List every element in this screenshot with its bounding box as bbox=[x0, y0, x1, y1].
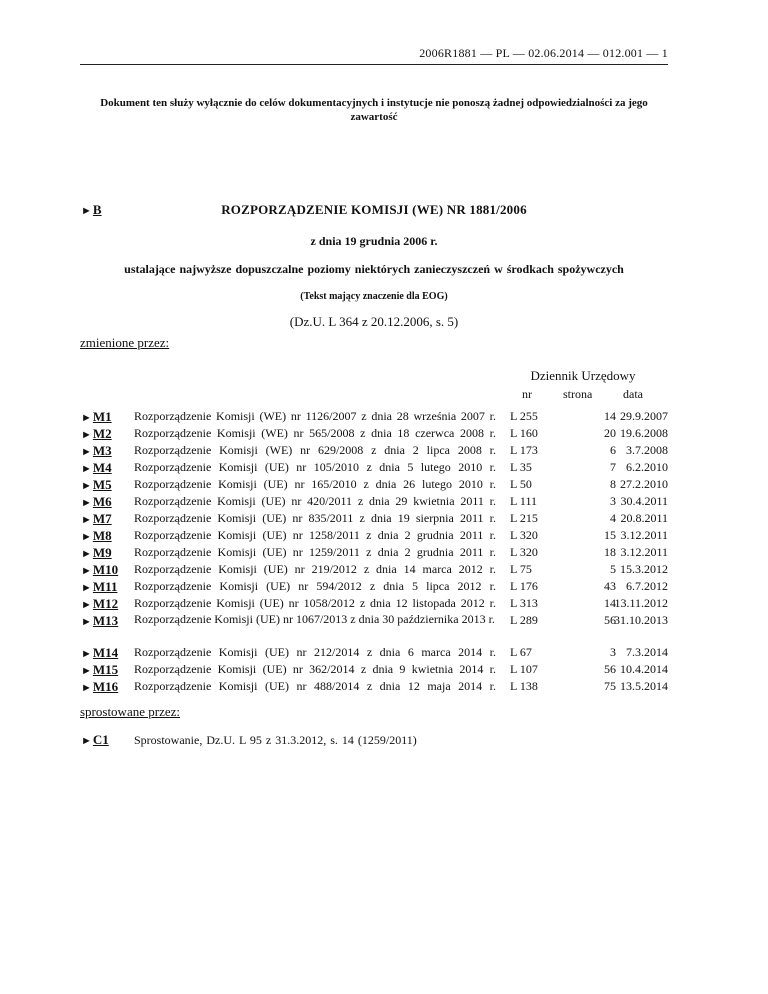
amendment-oj-number: L 67 bbox=[510, 645, 532, 659]
amendment-description: Rozporządzenie Komisji (UE) nr 1058/2012 z dnia 12 listopada 2012 r. bbox=[134, 596, 496, 610]
amendment-page: 3 bbox=[610, 494, 616, 508]
amendment-marker[interactable]: ►M16 bbox=[81, 679, 119, 694]
amendment-marker[interactable]: ►M1 bbox=[81, 409, 112, 424]
amendment-description: Rozporządzenie Komisji (UE) nr 835/2011 z dnia 19 sierpnia 2011 r. bbox=[134, 511, 496, 525]
amendment-marker[interactable]: ►M4 bbox=[81, 460, 112, 475]
amendment-date: 7.3.2014 bbox=[626, 645, 668, 659]
amendment-description: Rozporządzenie Komisji (UE) nr 165/2010 z dnia 26 lutego 2010 r. bbox=[134, 477, 496, 491]
arrow-right-icon: ► bbox=[81, 480, 92, 492]
amendment-marker[interactable]: ►M9 bbox=[81, 545, 112, 560]
amendment-page: 15 bbox=[604, 528, 616, 542]
amendment-oj-number: L 289 bbox=[510, 613, 538, 627]
amendment-marker[interactable]: ►M14 bbox=[81, 645, 119, 660]
amendment-date: 13.11.2012 bbox=[614, 596, 668, 610]
amendment-oj-number: L 320 bbox=[510, 545, 538, 559]
arrow-right-icon: ► bbox=[81, 548, 92, 560]
corrigendum-marker[interactable]: ►C1 bbox=[81, 732, 109, 747]
amendment-marker[interactable]: ►M6 bbox=[81, 494, 112, 509]
amendment-description: Rozporządzenie Komisji (UE) nr 1259/2011 z dnia 2 grudnia 2011 r. bbox=[134, 545, 496, 559]
amendment-page: 56 bbox=[604, 662, 616, 676]
arrow-right-icon: ► bbox=[81, 582, 92, 594]
amendment-marker[interactable]: ►M10 bbox=[81, 562, 119, 577]
amendment-date: 6.2.2010 bbox=[626, 460, 668, 474]
amendment-page: 14 bbox=[604, 409, 616, 423]
amendment-date: 13.5.2014 bbox=[620, 679, 668, 693]
amendment-description: Rozporządzenie Komisji (UE) nr 488/2014 z dnia 12 maja 2014 r. bbox=[134, 679, 496, 693]
amendment-page: 20 bbox=[604, 426, 616, 440]
amendment-oj-number: L 215 bbox=[510, 511, 538, 525]
table-row bbox=[80, 561, 668, 578]
table-row bbox=[80, 544, 668, 561]
table-row bbox=[80, 510, 668, 527]
eea-relevance-note: (Tekst mający znaczenie dla EOG) bbox=[300, 291, 448, 302]
table-row bbox=[80, 527, 668, 544]
amendment-oj-number: L 138 bbox=[510, 679, 538, 693]
amendment-date: 3.12.2011 bbox=[620, 528, 668, 542]
arrow-right-icon: ► bbox=[81, 531, 92, 543]
amendment-date: 29.9.2007 bbox=[620, 409, 668, 423]
amendment-description: Rozporządzenie Komisji (UE) nr 219/2012 z dnia 14 marca 2012 r. bbox=[134, 562, 496, 576]
amendment-page: 43 bbox=[604, 579, 616, 593]
amendment-oj-number: L 75 bbox=[510, 562, 532, 576]
amendment-marker[interactable]: ►M12 bbox=[81, 596, 119, 611]
column-header-nr: nr bbox=[522, 387, 532, 401]
table-row bbox=[80, 408, 668, 425]
table-row bbox=[80, 595, 668, 612]
amendment-oj-number: L 255 bbox=[510, 409, 538, 423]
amendment-page: 4 bbox=[610, 511, 616, 525]
amendment-description: Rozporządzenie Komisji (UE) nr 362/2014 z dnia 9 kwietnia 2014 r. bbox=[134, 662, 496, 676]
table-row bbox=[80, 578, 668, 595]
amendment-marker[interactable]: ►M7 bbox=[81, 511, 112, 526]
journal-header: Dziennik Urzędowy bbox=[530, 368, 636, 383]
amendment-date: 3.12.2011 bbox=[620, 545, 668, 559]
amendments-table bbox=[80, 408, 668, 695]
arrow-right-icon: ► bbox=[81, 412, 92, 424]
amendment-page: 56 bbox=[604, 613, 616, 627]
amendment-page: 8 bbox=[610, 477, 616, 491]
amendment-description: Rozporządzenie Komisji (UE) nr 1067/2013 z dnia 30 października 2013 r. bbox=[134, 612, 495, 626]
official-journal-reference: (Dz.U. L 364 z 20.12.2006, s. 5) bbox=[289, 314, 459, 329]
amendment-marker[interactable]: ►M3 bbox=[81, 443, 112, 458]
amended-by-label: zmienione przez: bbox=[80, 335, 170, 350]
amendment-date: 3.7.2008 bbox=[626, 443, 668, 457]
amendment-oj-number: L 176 bbox=[510, 579, 538, 593]
table-row bbox=[80, 678, 668, 695]
amendment-description: Rozporządzenie Komisji (WE) nr 565/2008 z dnia 18 czerwca 2008 r. bbox=[134, 426, 496, 440]
document-reference: 2006R1881 — PL — 02.06.2014 — 012.001 — 1 bbox=[419, 46, 668, 60]
amendment-oj-number: L 173 bbox=[510, 443, 538, 457]
amendment-date: 6.7.2012 bbox=[626, 579, 668, 593]
arrow-right-icon: ► bbox=[81, 599, 92, 611]
amendment-description: Rozporządzenie Komisji (UE) nr 420/2011 z dnia 29 kwietnia 2011 r. bbox=[134, 494, 496, 508]
amendment-page: 3 bbox=[610, 645, 616, 659]
amendment-page: 6 bbox=[610, 443, 616, 457]
arrow-right-icon: ► bbox=[81, 565, 92, 577]
table-row bbox=[80, 425, 668, 442]
corrigendum-description: Sprostowanie, Dz.U. L 95 z 31.3.2012, s. 14 (1259/2011) bbox=[134, 733, 417, 747]
arrow-right-icon: ► bbox=[81, 735, 92, 747]
table-row bbox=[80, 442, 668, 459]
amendment-date: 20.8.2011 bbox=[620, 511, 668, 525]
marker-code: B bbox=[92, 202, 102, 217]
arrow-right-icon: ► bbox=[81, 514, 92, 526]
corrected-by-label: sprostowane przez: bbox=[80, 704, 180, 719]
arrow-right-icon: ► bbox=[81, 446, 92, 458]
amendment-marker[interactable]: ►M11 bbox=[81, 579, 118, 594]
amendment-oj-number: L 320 bbox=[510, 528, 538, 542]
column-header-data: data bbox=[623, 387, 643, 401]
amendment-oj-number: L 35 bbox=[510, 460, 532, 474]
table-row bbox=[80, 612, 668, 644]
amendment-oj-number: L 111 bbox=[510, 494, 537, 508]
amendment-marker[interactable]: ►M15 bbox=[81, 662, 119, 677]
amendment-oj-number: L 50 bbox=[510, 477, 532, 491]
amendment-marker[interactable]: ►M13 bbox=[81, 613, 119, 628]
arrow-right-icon: ► bbox=[81, 616, 92, 628]
arrow-right-icon: ► bbox=[81, 682, 92, 694]
amendment-marker[interactable]: ►M8 bbox=[81, 528, 112, 543]
amendment-oj-number: L 160 bbox=[510, 426, 538, 440]
amendment-description: Rozporządzenie Komisji (WE) nr 629/2008 z dnia 2 lipca 2008 r. bbox=[134, 443, 496, 457]
regulation-subject: ustalające najwyższe dopuszczalne poziomy niektórych zanieczyszczeń w środkach spożywczych bbox=[124, 262, 624, 276]
amendment-marker[interactable]: ►M5 bbox=[81, 477, 112, 492]
amendment-date: 19.6.2008 bbox=[620, 426, 668, 440]
table-row bbox=[80, 493, 668, 510]
amendment-page: 14 bbox=[604, 596, 616, 610]
table-row bbox=[80, 459, 668, 476]
amendment-oj-number: L 107 bbox=[510, 662, 538, 676]
regulation-date: z dnia 19 grudnia 2006 r. bbox=[310, 234, 438, 248]
amendment-description: Rozporządzenie Komisji (UE) nr 594/2012 z dnia 5 lipca 2012 r. bbox=[134, 579, 496, 593]
amendment-description: Rozporządzenie Komisji (WE) nr 1126/2007 z dnia 28 września 2007 r. bbox=[134, 409, 496, 423]
amendment-description: Rozporządzenie Komisji (UE) nr 212/2014 z dnia 6 marca 2014 r. bbox=[134, 645, 496, 659]
amendment-description: Rozporządzenie Komisji (UE) nr 1258/2011 z dnia 2 grudnia 2011 r. bbox=[134, 528, 496, 542]
arrow-right-icon: ► bbox=[81, 429, 92, 441]
amendment-date: 27.2.2010 bbox=[620, 477, 668, 491]
arrow-right-icon: ► bbox=[81, 665, 92, 677]
amendment-date: 10.4.2014 bbox=[620, 662, 668, 676]
disclaimer-text: Dokument ten służy wyłącznie do celów dokumentacyjnych i instytucje nie ponoszą żadnej odpowiedzialności za jego zawartość bbox=[100, 97, 648, 123]
amendment-oj-number: L 313 bbox=[510, 596, 538, 610]
document-header bbox=[80, 40, 668, 65]
amendment-page: 18 bbox=[604, 545, 616, 559]
arrow-right-icon: ► bbox=[81, 648, 92, 660]
amendment-date: 31.10.2013 bbox=[614, 613, 668, 627]
column-header-strona: strona bbox=[563, 387, 593, 401]
amendment-marker[interactable]: ►M2 bbox=[81, 426, 112, 441]
arrow-right-icon: ► bbox=[81, 463, 92, 475]
amendment-page: 7 bbox=[610, 460, 616, 474]
arrow-right-icon: ► bbox=[81, 205, 92, 217]
amendment-description: Rozporządzenie Komisji (UE) nr 105/2010 z dnia 5 lutego 2010 r. bbox=[134, 460, 496, 474]
arrow-right-icon: ► bbox=[81, 497, 92, 509]
table-row bbox=[80, 661, 668, 678]
amendment-date: 15.3.2012 bbox=[620, 562, 668, 576]
table-row bbox=[80, 476, 668, 493]
regulation-title: ROZPORZĄDZENIE KOMISJI (WE) NR 1881/2006 bbox=[221, 202, 527, 217]
amendment-date: 30.4.2011 bbox=[620, 494, 668, 508]
table-row bbox=[80, 644, 668, 661]
amendment-page: 5 bbox=[610, 562, 616, 576]
amendment-page: 75 bbox=[604, 679, 616, 693]
